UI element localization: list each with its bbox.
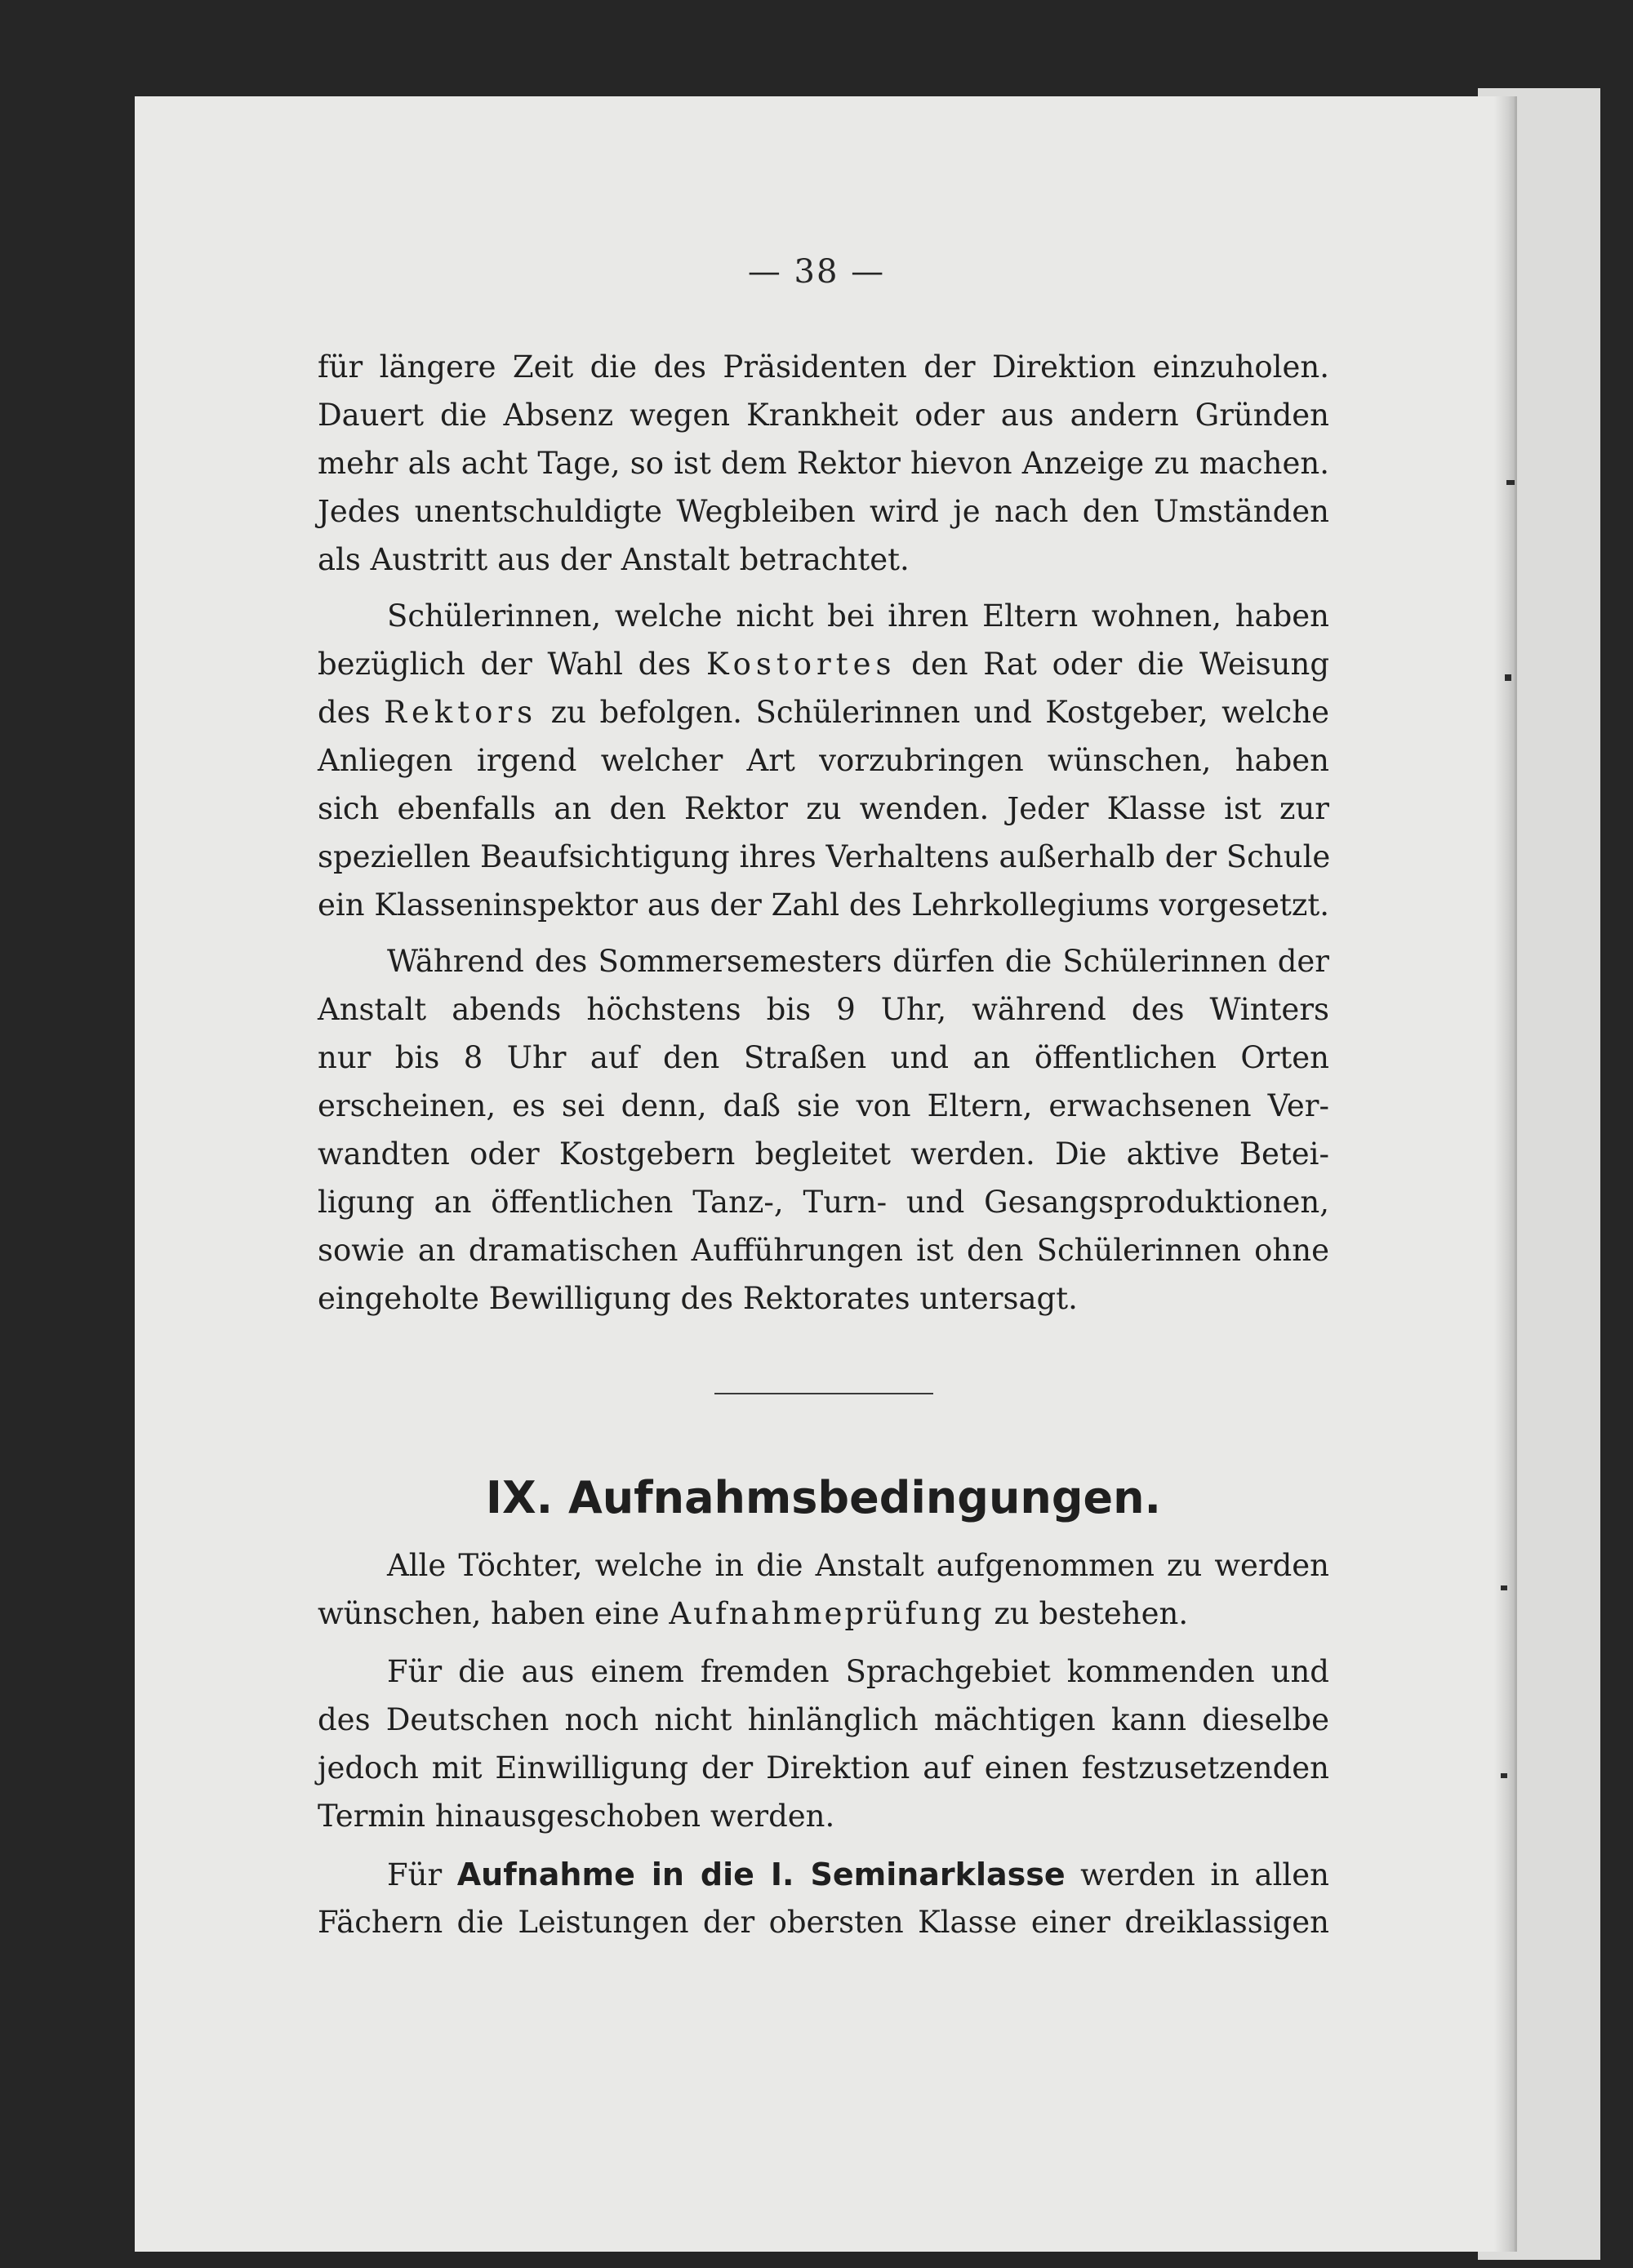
text-run: werden in allen [1080, 1857, 1329, 1892]
section-heading: IX. Aufnahmsbedingungen. [485, 1472, 1162, 1523]
text-line: sowie an dramatischen Aufführungen ist den Schülerinnen ohne [318, 1233, 1329, 1268]
text-run: zu bestehen. [994, 1596, 1189, 1631]
text-line [318, 1590, 1329, 1639]
text-line: Dauert die Absenz wegen Krankheit oder aus andern Gründen [318, 398, 1329, 433]
text-line: des Deutschen noch nicht hinlänglich mächtigen kann dieselbe [318, 1702, 1329, 1737]
text-line: ein Klasseninspektor aus der Zahl des Lehrkollegiums vorgesetzt. [318, 887, 1329, 923]
margin-speck [1501, 1585, 1507, 1590]
text-line: jedoch mit Einwilligung der Direktion auf einen festzusetzenden [318, 1750, 1329, 1785]
text-run: des [318, 695, 371, 730]
text-line: eingeholte Bewilligung des Rektorates untersagt. [318, 1281, 1078, 1316]
text-line: erscheinen, es sei denn, daß sie von Eltern, erwachsenen Ver- [318, 1088, 1329, 1123]
text-line [318, 688, 1329, 737]
text-line: sich ebenfalls an den Rektor zu wenden. Jeder Klasse ist zur [318, 791, 1329, 826]
text-run: Für [387, 1857, 443, 1892]
text-line: Fächern die Leistungen der obersten Klasse einer dreiklassigen [318, 1905, 1329, 1940]
margin-speck [1505, 674, 1511, 681]
bold-term-seminarklasse: Aufnahme in die I. Seminarklasse [456, 1857, 1066, 1892]
text-line: wandten oder Kostgebern begleitet werden. Die aktive Betei- [318, 1136, 1329, 1172]
text-line: Termin hinausgeschoben werden. [318, 1799, 835, 1834]
margin-speck [1501, 1773, 1507, 1778]
text-line [318, 640, 1329, 689]
text-line [387, 1850, 1329, 1899]
text-run: wünschen, haben eine [318, 1596, 660, 1631]
text-line: Während des Sommersemesters dürfen die Schülerinnen der [387, 944, 1329, 979]
text-line: Alle Töchter, welche in die Anstalt aufgenommen zu werden [387, 1548, 1329, 1583]
section-divider [714, 1393, 933, 1394]
text-line: Anstalt abends höchstens bis 9 Uhr, während des Winters [318, 992, 1329, 1027]
spaced-term-rektors: Rektors [384, 695, 538, 730]
text-line: mehr als acht Tage, so ist dem Rektor hievon Anzeige zu machen. [318, 446, 1329, 481]
text-line: Für die aus einem fremden Sprachgebiet kommenden und [387, 1654, 1329, 1689]
text-run: bezüglich der Wahl des [318, 647, 692, 682]
page-gutter-shadow [1494, 96, 1517, 2252]
text-line: speziellen Beaufsichtigung ihres Verhaltens außerhalb der Schule [318, 839, 1331, 874]
spaced-term-kostortes: Kostortes [705, 647, 897, 682]
margin-speck [1506, 480, 1515, 485]
text-run: den Rat oder die Weisung [911, 647, 1330, 682]
text-line: ligung an öffentlichen Tanz-, Turn- und Gesangsproduktionen, [318, 1185, 1329, 1220]
text-line: Jedes unentschuldigte Wegbleiben wird je nach den Umständen [318, 494, 1329, 529]
spaced-term-aufnahmepruefung: Aufnahmeprüfung [669, 1596, 985, 1631]
text-line: für längere Zeit die des Präsidenten der Direktion einzuholen. [318, 349, 1329, 385]
text-line: Anliegen irgend welcher Art vorzubringen wünschen, haben [318, 743, 1329, 778]
text-run: zu befolgen. Schülerinnen und Kostgeber, welche [550, 695, 1330, 730]
text-line: nur bis 8 Uhr auf den Straßen und an öffentlichen Orten [318, 1040, 1329, 1075]
text-line: Schülerinnen, welche nicht bei ihren Eltern wohnen, haben [387, 598, 1329, 634]
page-number: — 38 — [747, 253, 886, 291]
text-line: als Austritt aus der Anstalt betrachtet. [318, 542, 910, 577]
